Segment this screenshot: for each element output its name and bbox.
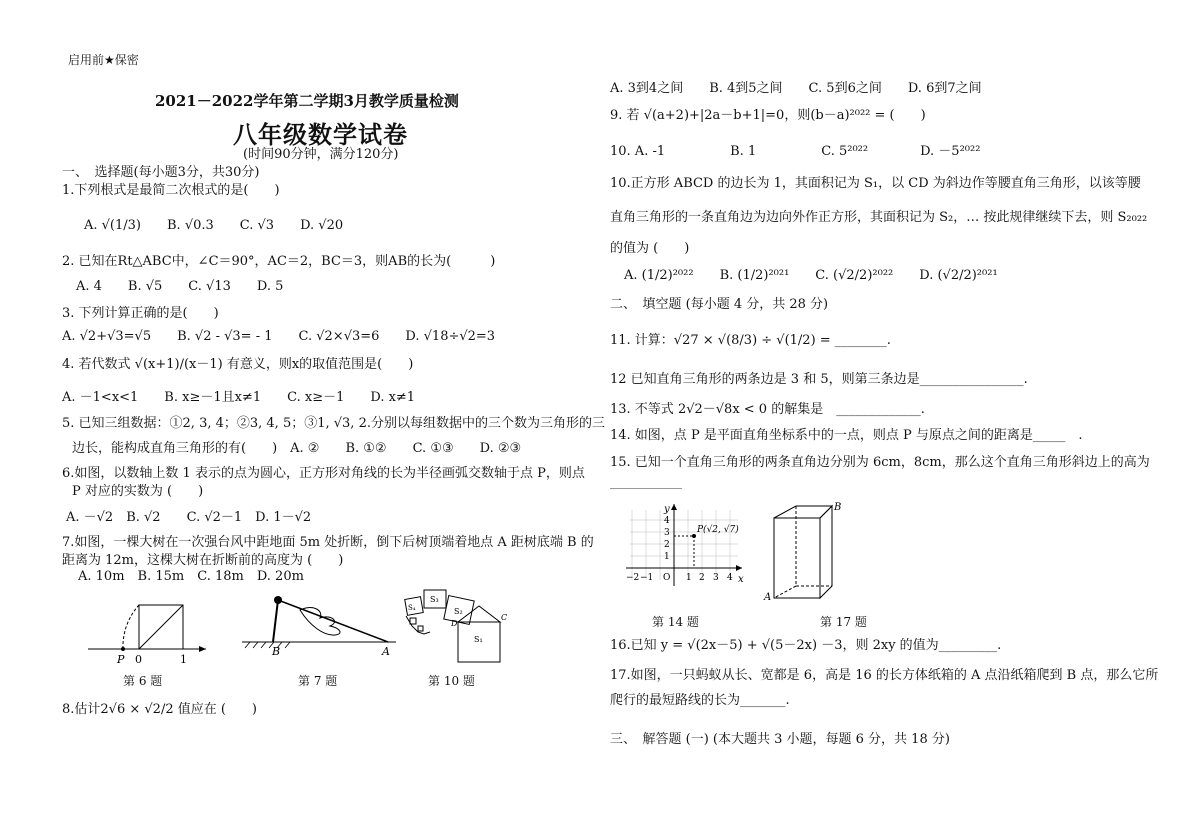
question-7-line2: 距离为 12m，这棵大树在折断前的高度为 ( ) <box>62 553 344 568</box>
question-6-options: A. －√2 B. √2 C. √2－1 D. 1－√2 <box>66 510 312 525</box>
svg-text:4: 4 <box>727 573 733 583</box>
question-3-options: A. √2+√3=√5 B. √2 - √3= - 1 C. √2×√3=6 D. √18÷√2=3 <box>62 329 496 344</box>
question-13: 13. 不等式 2√2－√8x < 0 的解集是 _____________. <box>610 402 925 417</box>
point-p <box>692 534 696 538</box>
label-b: B <box>834 502 842 513</box>
y-arrow-icon <box>671 504 677 510</box>
question-10-line3: 的值为 ( ) <box>610 241 690 256</box>
label-zero: 0 <box>135 653 142 665</box>
question-5-line2: 边长，能构成直角三角形的有( ) A. ② B. ①② C. ①③ D. ②③ <box>72 441 522 456</box>
svg-text:1: 1 <box>686 573 692 583</box>
svg-text:−2: −2 <box>626 573 640 583</box>
question-10-options: A. (1/2)²⁰²² B. (1/2)²⁰²¹ C. (√2/2)²⁰²² D. (√2/2)²⁰²¹ <box>624 268 998 283</box>
question-2-options: A. 4 B. √5 C. √13 D. 5 <box>76 279 284 294</box>
figure-7 <box>240 592 400 662</box>
svg-text:−1: −1 <box>640 573 654 583</box>
question-7-line1: 7.如图，一棵大树在一次强台风中距地面 5m 处折断，倒下后树顶端着地点 A 距树底端 B 的 <box>62 535 594 550</box>
question-6-line2: P 对应的实数为 ( ) <box>72 484 204 499</box>
caption-figure-17: 第 17 题 <box>820 615 867 629</box>
label-p: P <box>117 653 125 665</box>
question-16: 16.已知 y = √(2x－5) + √(5－2x) －3，则 2xy 的值为_________. <box>610 638 1002 653</box>
exam-subtitle: 八年级数学试卷 <box>233 120 408 149</box>
arrow-icon <box>199 646 206 652</box>
secret-label: 启用前★保密 <box>68 53 139 67</box>
caption-figure-14: 第 14 题 <box>652 615 699 629</box>
exam-title: 2021－2022学年第二学期3月教学质量检测 <box>155 92 459 110</box>
question-1-options: A. √(1/3) B. √0.3 C. √3 D. √20 <box>84 218 344 233</box>
question-2: 2. 已知在Rt△ABC中，∠C＝90°，AC＝2，BC＝3，则AB的长为( ) <box>62 254 496 269</box>
label-d: D <box>451 619 458 628</box>
figure-6 <box>88 585 208 665</box>
label-s1: S₁ <box>474 635 483 644</box>
box-side <box>820 506 832 598</box>
figure-14 <box>618 500 748 595</box>
question-10-line2: 直角三角形的一条直角边为边向外作正方形，其面积记为 S₂，… 按此规律继续下去，则 S₂₀₂₂ <box>610 210 1148 225</box>
question-9: 9. 若 √(a+2)+|2a－b+1|=0，则(b－a)²⁰²² = ( ) <box>610 108 926 123</box>
question-17-line1: 17.如图，一只蚂蚁从长、宽都是 6，高是 16 的长方体纸箱的 A 点沿纸箱爬到 B 点，那么它所 <box>610 668 1159 683</box>
question-7-options: A. 10m B. 15m C. 18m D. 20m <box>78 569 304 584</box>
question-9-options: 10. A. -1 B. 1 C. 5²⁰²² D. －5²⁰²² <box>610 144 981 159</box>
svg-text:2: 2 <box>664 540 670 550</box>
label-b: B <box>272 645 281 658</box>
question-8-options: A. 3到4之间 B. 4到5之间 C. 5到6之间 D. 6到7之间 <box>610 81 982 96</box>
fallen-tree <box>278 600 388 642</box>
figure-17 <box>762 500 852 605</box>
question-17-line2: 爬行的最短路线的长为_______. <box>610 693 790 708</box>
x-arrow-icon <box>736 565 742 571</box>
tree-trunk <box>273 600 278 642</box>
point-label: P(√2, √7) <box>697 525 739 535</box>
small-square-1 <box>410 618 416 624</box>
question-15-blank <box>610 488 682 489</box>
question-4-options: A. －1<x<1 B. x≥－1且x≠1 C. x≥－1 D. x≠1 <box>62 390 416 405</box>
question-12: 12 已知直角三角形的两条边是 3 和 5，则第三条边是________________. <box>610 372 1028 387</box>
question-15: 15. 已知一个直角三角形的两条直角边分别为 6cm，8cm，那么这个直角三角形斜边上的高为 <box>610 455 1150 470</box>
grid <box>630 510 738 580</box>
question-11: 11. 计算：√27 × √(8/3) ÷ √(1/2) = ________. <box>610 333 891 348</box>
svg-text:1: 1 <box>664 552 670 562</box>
x-label: x <box>738 574 744 585</box>
svg-text:3: 3 <box>713 573 719 583</box>
label-c: C <box>501 613 508 622</box>
svg-text:O: O <box>663 573 671 583</box>
diagonal <box>139 605 183 649</box>
box-top <box>774 506 832 518</box>
label-one: 1 <box>180 653 187 665</box>
ground-hatch <box>245 642 290 648</box>
label-s2: S₂ <box>454 607 463 616</box>
point-p <box>121 647 125 651</box>
triangle <box>458 606 500 622</box>
question-14: 14. 如图，点 P 是平面直角坐标系中的一点，则点 P 与原点之间的距离是_____ . <box>610 428 1083 443</box>
svg-text:2: 2 <box>699 573 705 583</box>
hidden-edge-1 <box>774 586 796 598</box>
caption-figure-7: 第 7 题 <box>298 674 338 688</box>
question-10-line1: 10.正方形 ABCD 的边长为 1，其面积记为 S₁，以 CD 为斜边作等腰直角三角形，以该等腰 <box>610 176 1141 191</box>
caption-figure-6: 第 6 题 <box>123 674 163 688</box>
question-8: 8.估计2√6 × √2/2 值应在 ( ) <box>62 702 258 717</box>
time-note: (时间90分钟，满分120分) <box>243 147 399 162</box>
y-label: y <box>664 504 670 515</box>
label-s4: S₄ <box>408 604 416 612</box>
svg-text:4: 4 <box>664 516 670 526</box>
small-square-2 <box>418 626 423 631</box>
question-1: 1.下列根式是最简二次根式的是( ) <box>62 183 280 198</box>
section-2-heading: 二、 填空题 (每小题 4 分，共 28 分) <box>610 297 829 312</box>
figure-10 <box>396 586 521 666</box>
section-1-heading: 一、 选择题(每小题3分，共30分) <box>62 165 260 180</box>
question-3: 3. 下列计算正确的是( ) <box>62 306 219 321</box>
svg-text:3: 3 <box>664 528 670 538</box>
label-a: A <box>382 645 390 658</box>
label-s3: S₃ <box>430 595 439 604</box>
caption-figure-10: 第 10 题 <box>428 674 475 688</box>
question-5-line1: 5. 已知三组数据：①2, 3, 4；②3, 4, 5；③1, √3, 2.分别以每组数据中的三个数为三角形的三 <box>62 416 605 431</box>
section-3-heading: 三、 解答题 (一) (本大题共 3 小题，每题 6 分，共 18 分) <box>610 732 950 747</box>
question-6-line1: 6.如图，以数轴上数 1 表示的点为圆心，正方形对角线的长为半径画弧交数轴于点 P，则点 <box>62 466 585 481</box>
question-4: 4. 若代数式 √(x+1)/(x－1) 有意义，则x的取值范围是( ) <box>62 357 414 372</box>
arc <box>123 605 139 649</box>
label-a: A <box>764 592 772 603</box>
